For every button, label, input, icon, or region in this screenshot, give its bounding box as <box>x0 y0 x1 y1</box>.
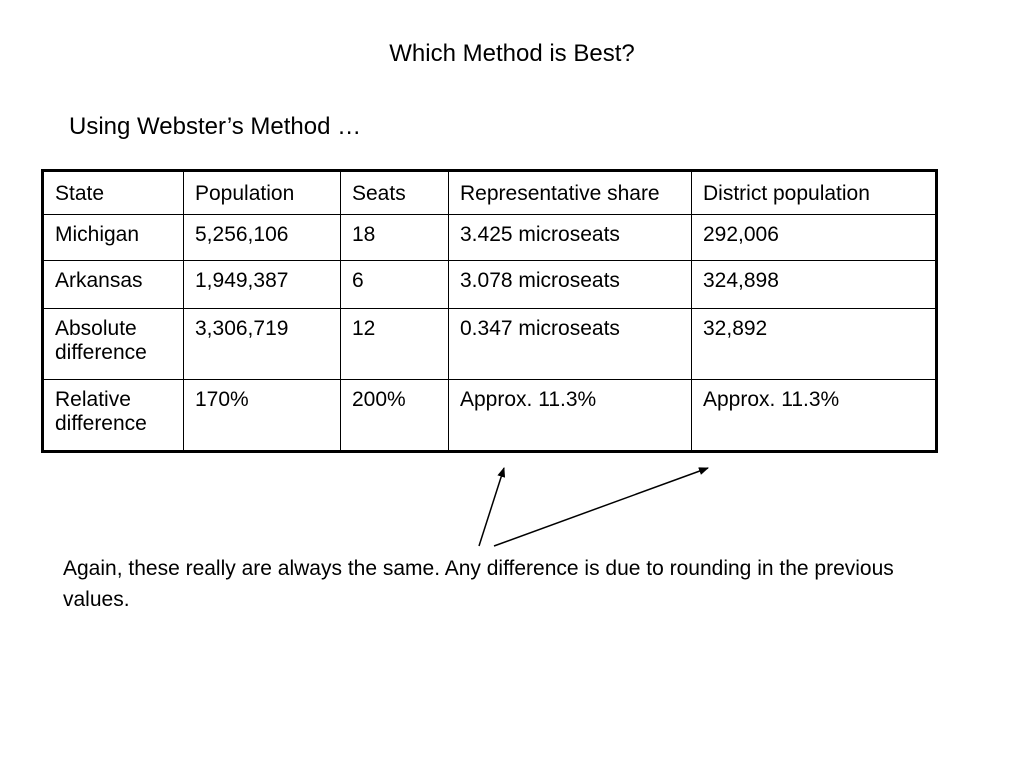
table-cell: 32,892 <box>692 309 937 380</box>
arrow-to-district-population <box>494 468 708 546</box>
table-cell: 3,306,719 <box>184 309 341 380</box>
header-cell-state: State <box>43 171 184 215</box>
table-cell: 3.425 microseats <box>449 215 692 261</box>
table-row-absolute-difference <box>43 309 937 380</box>
table-cell: 170% <box>184 380 341 452</box>
header-cell-population: Population <box>184 171 341 215</box>
table-cell: Michigan <box>43 215 184 261</box>
rounding-note: Again, these really are always the same. Any difference is due to rounding in the previous values. <box>63 557 894 611</box>
slide-subtitle: Using Webster’s Method … <box>69 113 362 140</box>
slide-title: Which Method is Best? <box>389 40 635 67</box>
table-cell: Arkansas <box>43 261 184 309</box>
table-cell: 18 <box>341 215 449 261</box>
table-cell: 200% <box>341 380 449 452</box>
table-row-arkansas <box>43 261 937 309</box>
header-cell-seats: Seats <box>341 171 449 215</box>
table-cell: Approx. 11.3% <box>692 380 937 452</box>
table-cell: 6 <box>341 261 449 309</box>
table-cell: 0.347 microseats <box>449 309 692 380</box>
table-cell: 3.078 microseats <box>449 261 692 309</box>
comparison-table <box>41 169 938 453</box>
table-cell: 5,256,106 <box>184 215 341 261</box>
table-cell: 1,949,387 <box>184 261 341 309</box>
table-cell: Relative difference <box>43 380 184 452</box>
table-cell: 324,898 <box>692 261 937 309</box>
header-cell-district-population: District population <box>692 171 937 215</box>
arrow-to-representative-share <box>479 468 504 546</box>
table-row-michigan <box>43 215 937 261</box>
header-cell-representative-share: Representative share <box>449 171 692 215</box>
table-cell: 12 <box>341 309 449 380</box>
table-header-row <box>43 171 937 215</box>
table-cell: Absolute difference <box>43 309 184 380</box>
table-cell: 292,006 <box>692 215 937 261</box>
table-row-relative-difference <box>43 380 937 452</box>
table-cell: Approx. 11.3% <box>449 380 692 452</box>
